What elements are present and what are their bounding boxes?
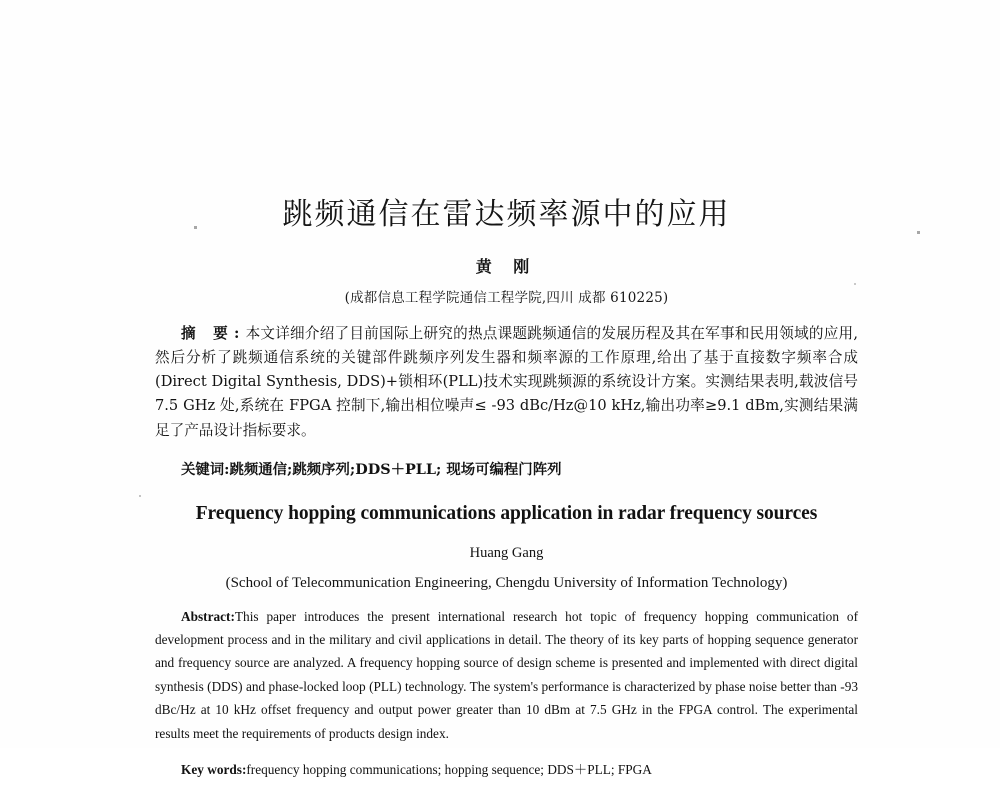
chinese-abstract-label: 摘 要:: [181, 324, 246, 342]
chinese-affiliation: (成都信息工程学院通信工程学院,四川 成都 610225): [344, 289, 669, 306]
chinese-title: 跳频通信在雷达频率源中的应用: [282, 197, 731, 232]
chinese-author: 黄 刚: [475, 256, 538, 276]
scan-artifact-dot: [139, 495, 141, 497]
english-abstract-body: This paper introduces the present international research hot topic of frequency hopping communication of development process and in the military and civil applications in detail. The theory of its key parts of hopping sequence generator and frequency source are analyzed. A frequency hopping source of design scheme is presented and implemented with direct digital synthesis (DDS) and phase-locked loop (PLL) technology. The system's performance is characterized by phase noise better than -93 dBc/Hz at 10 kHz offset frequency and output power greater than 10 dBm at 7.5 GHz in the FPGA control. The experimental results meet the requirements of products design index.: [155, 608, 858, 741]
english-affiliation: (School of Telecommunication Engineering, Chengdu University of Information Technology): [225, 574, 788, 591]
chinese-abstract: [155, 322, 858, 443]
english-keywords-label: Key words:: [181, 762, 247, 778]
english-keywords-body: frequency hopping communications; hopping sequence; DDS＋PLL; FPGA: [246, 762, 652, 778]
english-abstract: [155, 605, 858, 745]
english-keywords: [155, 758, 858, 781]
document-content: [155, 0, 858, 795]
chinese-abstract-body: 本文详细介绍了目前国际上研究的热点课题跳频通信的发展历程及其在军事和民用领域的应用,然后分析了跳频通信系统的关键部件跳频序列发生器和频率源的工作原理,给出了基于直接数字频率合成(Direct Digital Synthesis, DDS)+锁相环(PLL)技术实现跳频源的系统设计方案。实测结果表明,载波信号 7.5 GHz 处,系统在 FPGA 控制下,输出相位噪声≤ -93 dBc/Hz@10 kHz,输出功率≥9.1 dBm,实测结果满足了产品设计指标要求。: [155, 324, 858, 439]
english-author: Huang Gang: [469, 544, 544, 561]
english-abstract-label: Abstract:: [181, 608, 235, 624]
english-title: Frequency hopping communications application in radar frequency sources: [195, 502, 818, 524]
chinese-keywords: 关键词:跳频通信;跳频序列;DDS＋PLL; 现场可编程门阵列: [181, 460, 562, 478]
page-bottom-clip: [0, 748, 1000, 756]
scan-artifact-dot: [917, 231, 920, 234]
